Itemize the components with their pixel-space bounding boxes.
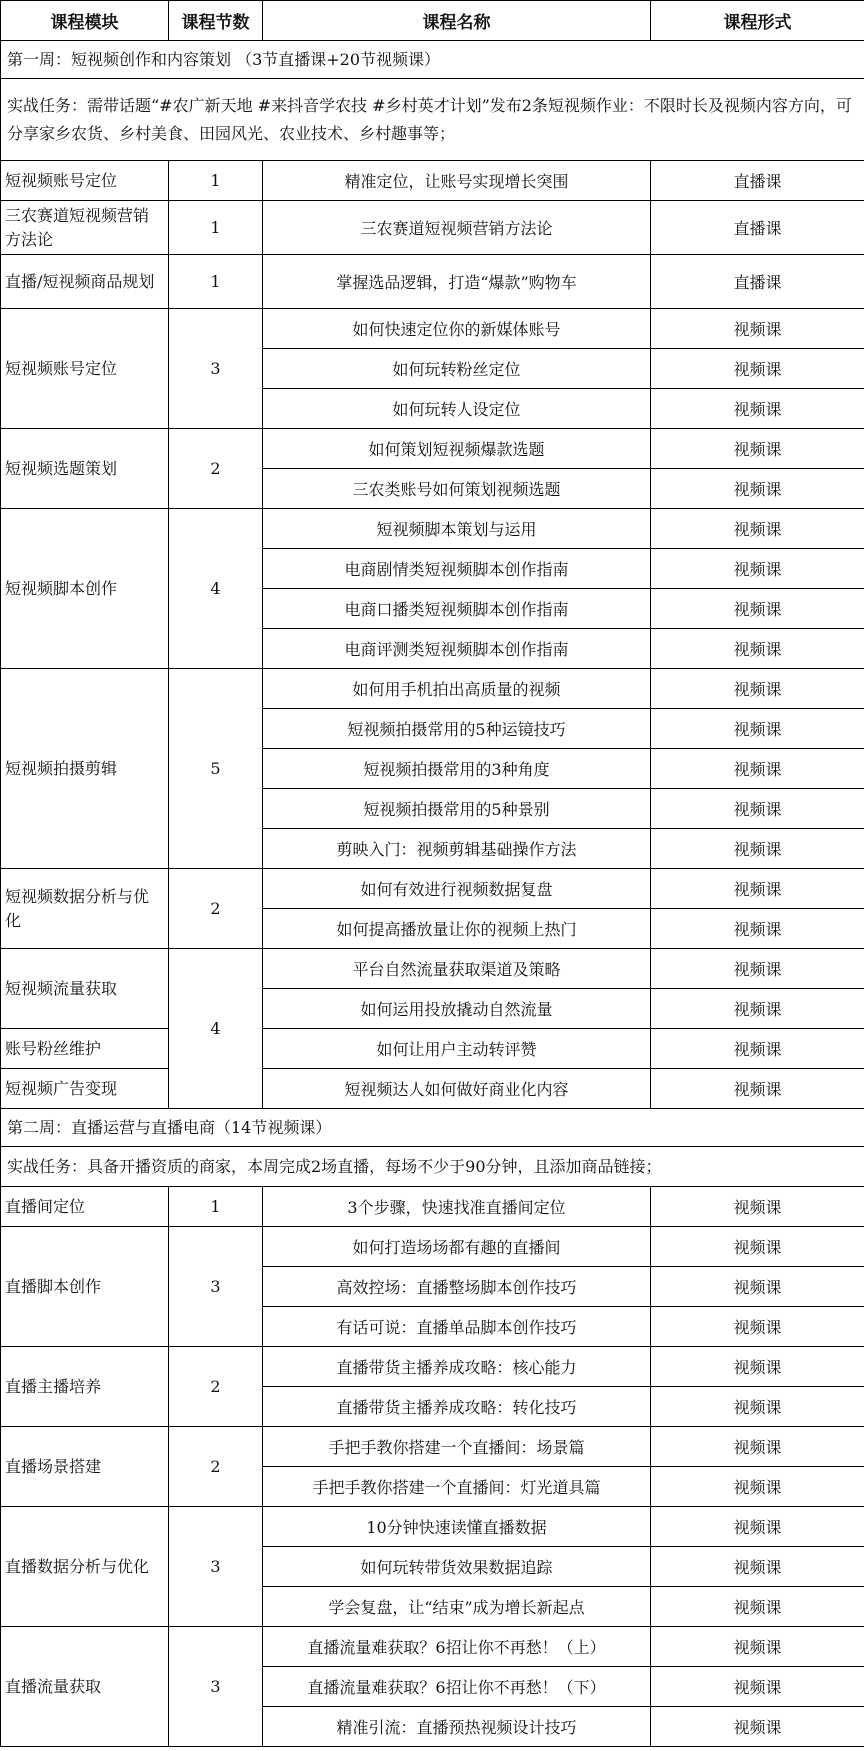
course-name-cell: 如何快速定位你的新媒体账号 xyxy=(263,309,651,349)
course-name-cell: 短视频拍摄常用的5种运镜技巧 xyxy=(263,709,651,749)
course-form-cell: 视频课 xyxy=(651,1707,864,1747)
course-name-cell: 如何打造场场都有趣的直播间 xyxy=(263,1227,651,1267)
module-cell: 短视频选题策划 xyxy=(1,429,169,509)
course-name-cell: 剪映入门：视频剪辑基础操作方法 xyxy=(263,829,651,869)
module-cell: 直播脚本创作 xyxy=(1,1227,169,1347)
count-cell: 1 xyxy=(169,255,263,309)
header-row xyxy=(1,1,864,41)
course-name-cell: 电商评测类短视频脚本创作指南 xyxy=(263,629,651,669)
course-name-cell: 短视频脚本策划与运用 xyxy=(263,509,651,549)
module-cell: 三农赛道短视频营销方法论 xyxy=(1,201,169,255)
course-form-cell: 视频课 xyxy=(651,349,864,389)
week1-title-row xyxy=(1,41,864,79)
course-name-cell: 三农赛道短视频营销方法论 xyxy=(263,201,651,255)
count-cell: 4 xyxy=(169,509,263,669)
course-name-cell: 直播流量难获取？6招让你不再愁！（上） xyxy=(263,1627,651,1667)
week2-title: 第二周：直播运营与直播电商（14节视频课） xyxy=(1,1109,864,1147)
course-form-cell: 视频课 xyxy=(651,1347,864,1387)
week1-task: 实战任务：需带话题“#农广新天地 #来抖音学农技 #乡村英才计划”发布2条短视频作业：不限时长及视频内容方向，可分享家乡农货、乡村美食、田园风光、农业技术、乡村趣事等； xyxy=(1,79,864,161)
course-name-cell: 精准引流：直播预热视频设计技巧 xyxy=(263,1707,651,1747)
course-name-cell: 电商剧情类短视频脚本创作指南 xyxy=(263,549,651,589)
module-cell: 短视频拍摄剪辑 xyxy=(1,669,169,869)
course-form-cell: 视频课 xyxy=(651,1467,864,1507)
module-cell: 短视频账号定位 xyxy=(1,161,169,201)
count-cell: 1 xyxy=(169,1187,263,1227)
course-name-cell: 如何玩转带货效果数据追踪 xyxy=(263,1547,651,1587)
count-cell: 3 xyxy=(169,1227,263,1347)
header-name: 课程名称 xyxy=(263,1,651,41)
course-form-cell: 视频课 xyxy=(651,1387,864,1427)
table-row xyxy=(1,1427,864,1467)
course-form-cell: 视频课 xyxy=(651,1587,864,1627)
table-row xyxy=(1,1029,864,1069)
count-cell: 3 xyxy=(169,1627,263,1747)
course-name-cell: 平台自然流量获取渠道及策略 xyxy=(263,949,651,989)
course-form-cell: 直播课 xyxy=(651,201,864,255)
course-form-cell: 视频课 xyxy=(651,1069,864,1109)
count-cell: 2 xyxy=(169,869,263,949)
table-row xyxy=(1,429,864,469)
module-cell: 直播数据分析与优化 xyxy=(1,1507,169,1627)
course-form-cell: 视频课 xyxy=(651,669,864,709)
table-row xyxy=(1,1187,864,1227)
course-form-cell: 视频课 xyxy=(651,309,864,349)
module-cell: 短视频数据分析与优化 xyxy=(1,869,169,949)
table-row xyxy=(1,1069,864,1109)
week1-title: 第一周：短视频创作和内容策划 （3节直播课+20节视频课） xyxy=(1,41,864,79)
course-form-cell: 视频课 xyxy=(651,1227,864,1267)
course-form-cell: 视频课 xyxy=(651,549,864,589)
course-name-cell: 如何运用投放撬动自然流量 xyxy=(263,989,651,1029)
course-name-cell: 手把手教你搭建一个直播间：场景篇 xyxy=(263,1427,651,1467)
table-row xyxy=(1,1627,864,1667)
table-row xyxy=(1,161,864,201)
week2-title-row xyxy=(1,1109,864,1147)
course-form-cell: 视频课 xyxy=(651,1267,864,1307)
module-cell: 直播/短视频商品规划 xyxy=(1,255,169,309)
module-cell: 短视频流量获取 xyxy=(1,949,169,1029)
course-name-cell: 电商口播类短视频脚本创作指南 xyxy=(263,589,651,629)
course-form-cell: 直播课 xyxy=(651,255,864,309)
course-name-cell: 如何有效进行视频数据复盘 xyxy=(263,869,651,909)
course-name-cell: 掌握选品逻辑，打造“爆款”购物车 xyxy=(263,255,651,309)
count-cell: 1 xyxy=(169,201,263,255)
course-form-cell: 视频课 xyxy=(651,389,864,429)
course-name-cell: 三农类账号如何策划视频选题 xyxy=(263,469,651,509)
course-name-cell: 高效控场：直播整场脚本创作技巧 xyxy=(263,1267,651,1307)
course-form-cell: 视频课 xyxy=(651,1427,864,1467)
course-form-cell: 视频课 xyxy=(651,869,864,909)
course-name-cell: 短视频拍摄常用的3种角度 xyxy=(263,749,651,789)
count-cell: 4 xyxy=(169,949,263,1109)
table-row xyxy=(1,255,864,309)
table-row xyxy=(1,1507,864,1547)
week2-task: 实战任务：具备开播资质的商家，本周完成2场直播，每场不少于90分钟，且添加商品链接； xyxy=(1,1147,864,1187)
course-name-cell: 学会复盘，让“结束”成为增长新起点 xyxy=(263,1587,651,1627)
course-form-cell: 视频课 xyxy=(651,1187,864,1227)
course-name-cell: 如何策划短视频爆款选题 xyxy=(263,429,651,469)
course-form-cell: 视频课 xyxy=(651,1627,864,1667)
course-name-cell: 短视频达人如何做好商业化内容 xyxy=(263,1069,651,1109)
module-cell: 直播间定位 xyxy=(1,1187,169,1227)
course-name-cell: 直播带货主播养成攻略：核心能力 xyxy=(263,1347,651,1387)
module-cell: 直播流量获取 xyxy=(1,1627,169,1747)
module-cell: 直播场景搭建 xyxy=(1,1427,169,1507)
course-name-cell: 如何玩转粉丝定位 xyxy=(263,349,651,389)
course-form-cell: 视频课 xyxy=(651,589,864,629)
course-name-cell: 短视频拍摄常用的5种景别 xyxy=(263,789,651,829)
course-form-cell: 视频课 xyxy=(651,629,864,669)
module-cell: 账号粉丝维护 xyxy=(1,1029,169,1069)
count-cell: 5 xyxy=(169,669,263,869)
course-form-cell: 视频课 xyxy=(651,469,864,509)
table-row xyxy=(1,1227,864,1267)
table-row xyxy=(1,509,864,549)
course-name-cell: 手把手教你搭建一个直播间：灯光道具篇 xyxy=(263,1467,651,1507)
module-cell: 短视频广告变现 xyxy=(1,1069,169,1109)
count-cell: 1 xyxy=(169,161,263,201)
course-form-cell: 视频课 xyxy=(651,909,864,949)
week1-task-row xyxy=(1,79,864,161)
course-form-cell: 视频课 xyxy=(651,429,864,469)
table-row xyxy=(1,201,864,255)
header-module: 课程模块 xyxy=(1,1,169,41)
header-form: 课程形式 xyxy=(651,1,864,41)
table-row xyxy=(1,1347,864,1387)
course-form-cell: 视频课 xyxy=(651,749,864,789)
header-count: 课程节数 xyxy=(169,1,263,41)
course-form-cell: 直播课 xyxy=(651,161,864,201)
course-form-cell: 视频课 xyxy=(651,1547,864,1587)
course-form-cell: 视频课 xyxy=(651,1507,864,1547)
course-form-cell: 视频课 xyxy=(651,829,864,869)
table-row xyxy=(1,309,864,349)
module-cell: 短视频账号定位 xyxy=(1,309,169,429)
course-form-cell: 视频课 xyxy=(651,1029,864,1069)
course-form-cell: 视频课 xyxy=(651,1667,864,1707)
count-cell: 2 xyxy=(169,1427,263,1507)
course-name-cell: 10分钟快速读懂直播数据 xyxy=(263,1507,651,1547)
course-name-cell: 直播带货主播养成攻略：转化技巧 xyxy=(263,1387,651,1427)
count-cell: 2 xyxy=(169,1347,263,1427)
course-name-cell: 精准定位，让账号实现增长突围 xyxy=(263,161,651,201)
table-row xyxy=(1,949,864,989)
week2-task-row xyxy=(1,1147,864,1187)
course-form-cell: 视频课 xyxy=(651,789,864,829)
course-form-cell: 视频课 xyxy=(651,989,864,1029)
count-cell: 2 xyxy=(169,429,263,509)
course-name-cell: 如何用手机拍出高质量的视频 xyxy=(263,669,651,709)
course-form-cell: 视频课 xyxy=(651,509,864,549)
table-row xyxy=(1,669,864,709)
count-cell: 3 xyxy=(169,309,263,429)
module-cell: 短视频脚本创作 xyxy=(1,509,169,669)
course-name-cell: 如何提高播放量让你的视频上热门 xyxy=(263,909,651,949)
course-name-cell: 3个步骤，快速找准直播间定位 xyxy=(263,1187,651,1227)
course-name-cell: 直播流量难获取？6招让你不再愁！（下） xyxy=(263,1667,651,1707)
course-form-cell: 视频课 xyxy=(651,949,864,989)
course-name-cell: 如何玩转人设定位 xyxy=(263,389,651,429)
course-form-cell: 视频课 xyxy=(651,709,864,749)
count-cell: 3 xyxy=(169,1507,263,1627)
table-row xyxy=(1,869,864,909)
course-name-cell: 有话可说：直播单品脚本创作技巧 xyxy=(263,1307,651,1347)
module-cell: 直播主播培养 xyxy=(1,1347,169,1427)
course-form-cell: 视频课 xyxy=(651,1307,864,1347)
course-name-cell: 如何让用户主动转评赞 xyxy=(263,1029,651,1069)
